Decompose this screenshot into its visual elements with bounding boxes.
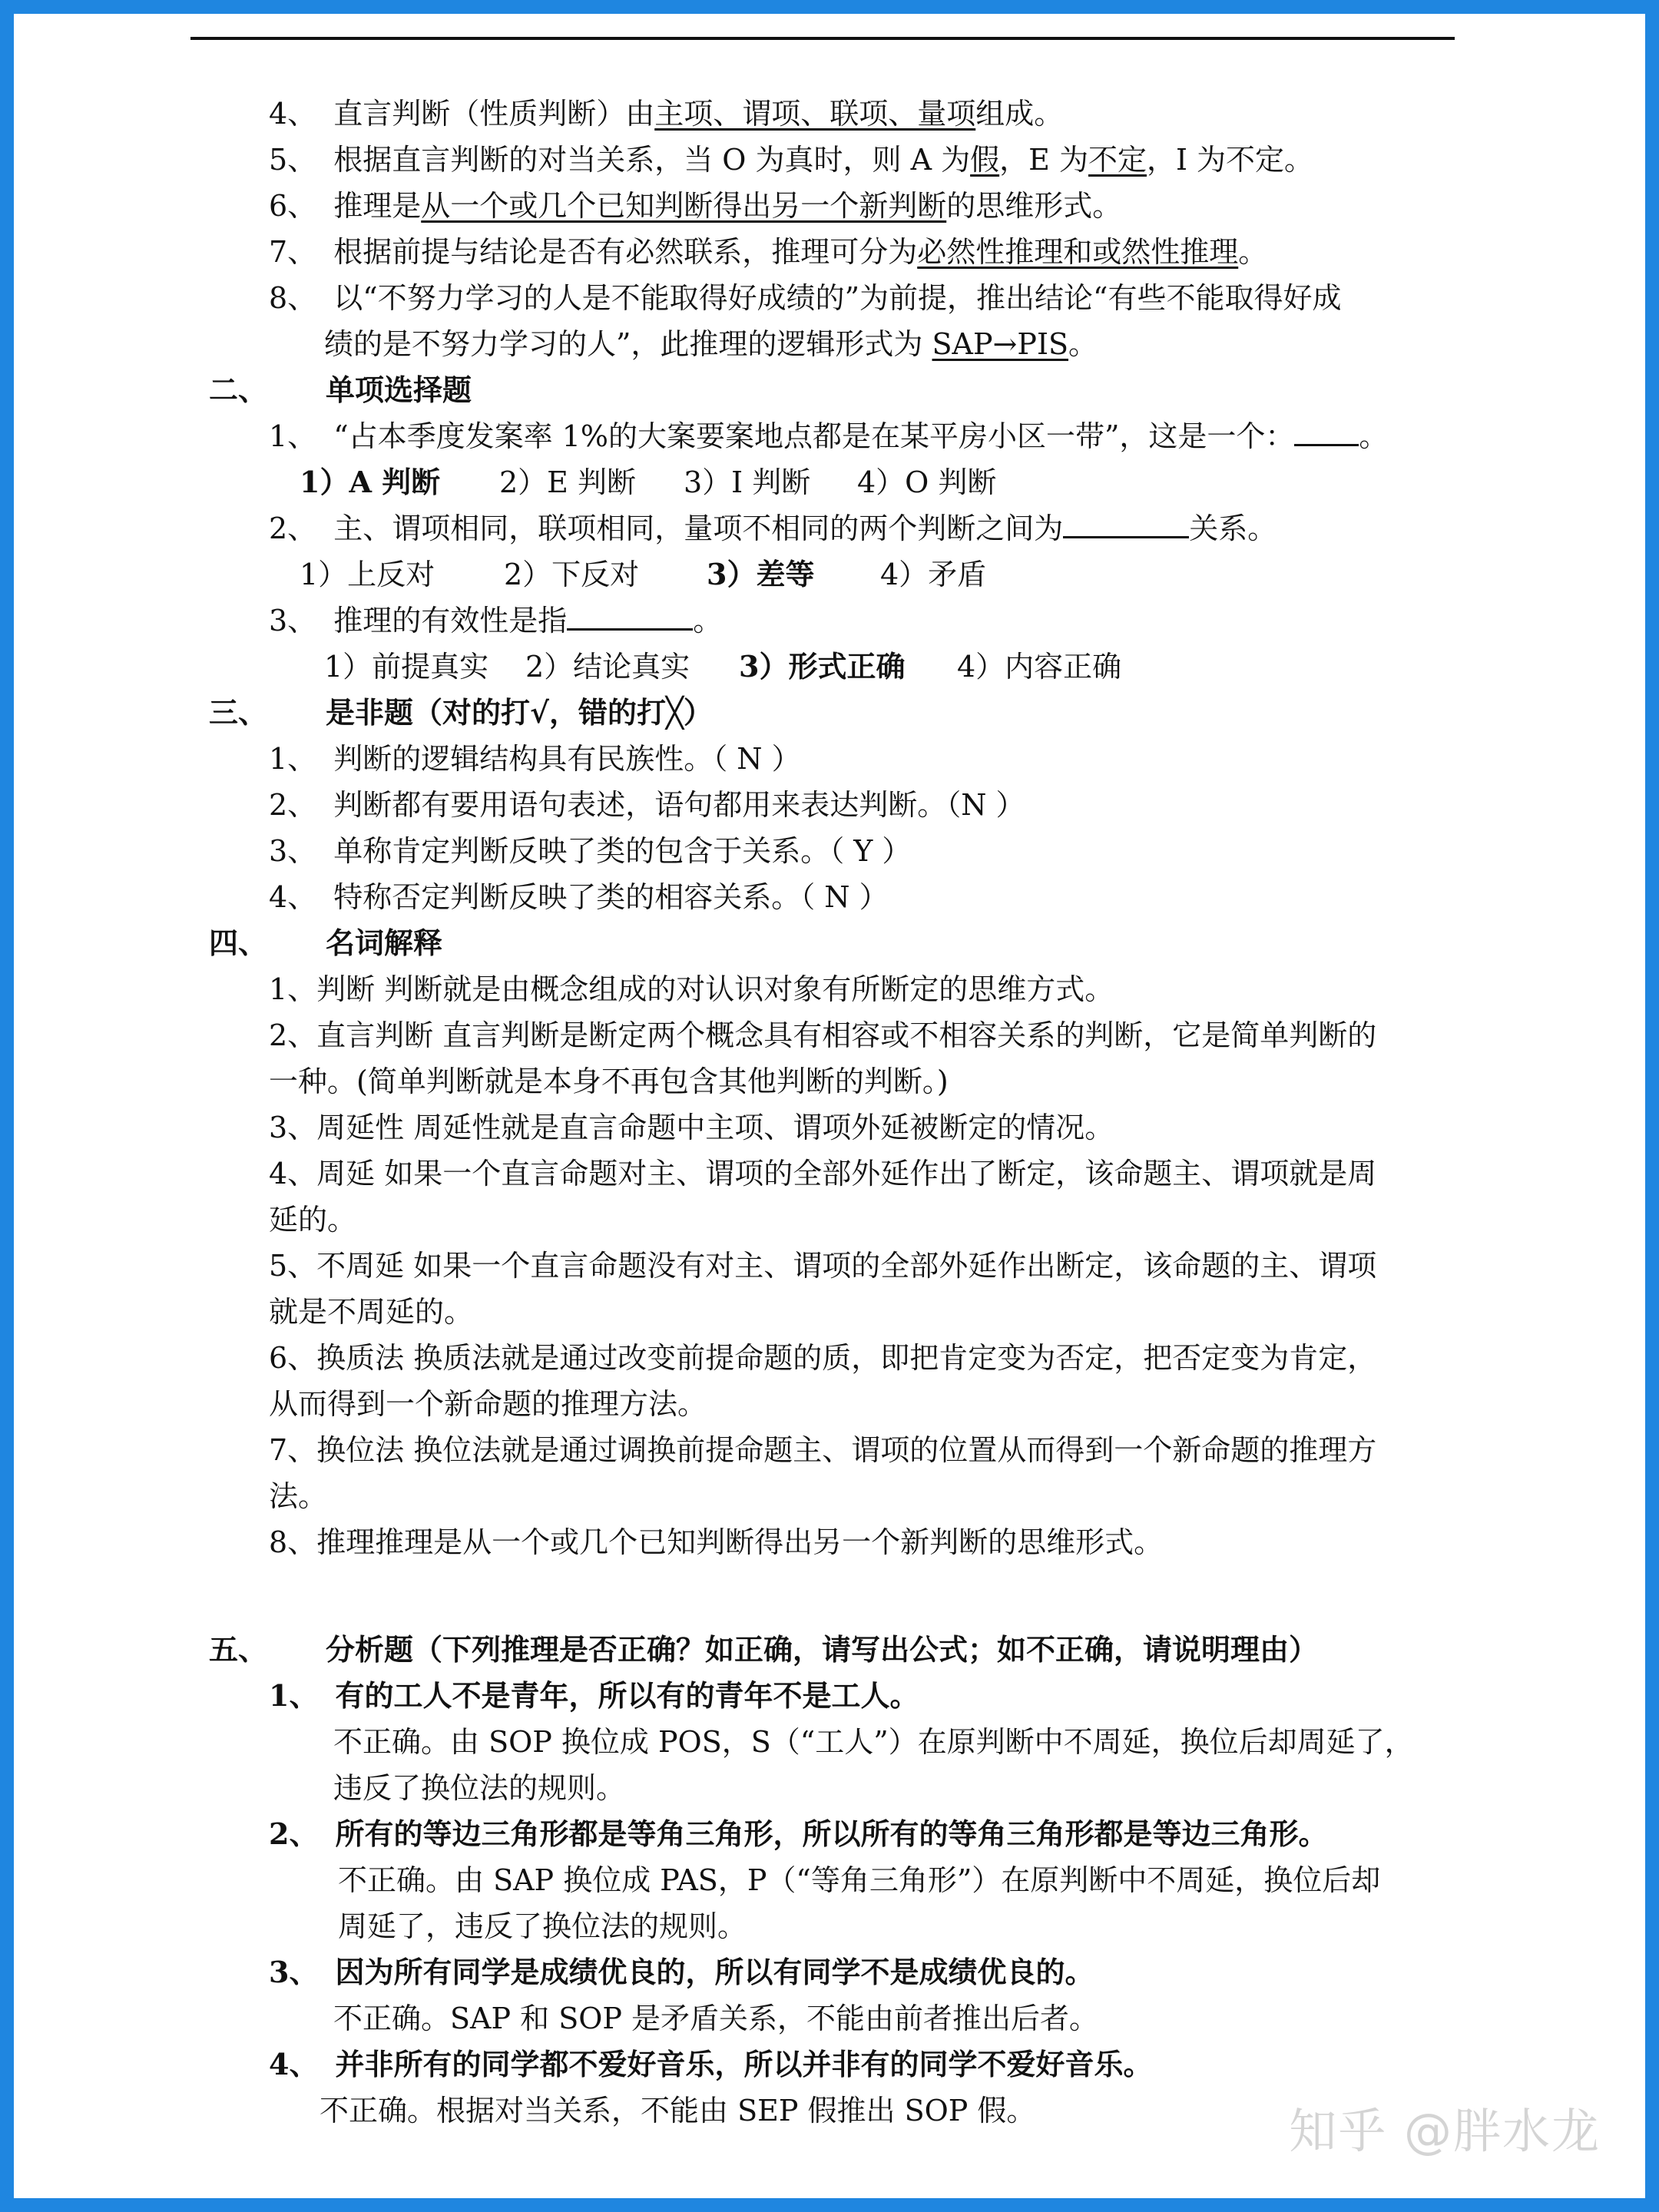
- analysis-answer: 不正确。由 SAP 换位成 PAS，P（“等角三角形”）在原判断中不周延，换位后却: [338, 1863, 1381, 1897]
- question-text: 因为所有同学是成绩优良的，所以有同学不是成绩优良的。: [335, 1955, 1094, 1989]
- text: 以“不努力学习的人是不能取得好成绩的”为前提，推出结论“有些不能取得好成: [333, 281, 1342, 315]
- section-number: 五、: [209, 1632, 268, 1667]
- fill-item: [269, 140, 1313, 180]
- choice-question: [269, 601, 722, 641]
- section-heading: [209, 693, 713, 733]
- text: 根据前提与结论是否有必然联系，推理可分为: [333, 235, 918, 269]
- definition-line: 8、推理推理是从一个或几个已知判断得出另一个新判断的思维形式。: [269, 1525, 1164, 1559]
- option: 4）O 判断: [857, 465, 997, 499]
- section-title: 单项选择题: [326, 373, 472, 407]
- choice-options: [300, 462, 996, 502]
- section-heading: [209, 1630, 1318, 1670]
- answer-underlined: 必然性推理和或然性推理: [917, 235, 1239, 269]
- text: “占本季度发案率 1%的大案要案地点都是在某平房小区一带”，这是一个：: [333, 419, 1295, 453]
- item-number: 4、: [269, 2047, 319, 2081]
- true-false-item: [269, 877, 889, 917]
- answer-blank: [567, 604, 693, 631]
- answer-underlined: 从一个或几个已知判断得出另一个新判断: [421, 189, 947, 223]
- definition-line: 5、不周延 如果一个直言命题没有对主、谓项的全部外延作出断定，该命题的主、谓项: [269, 1249, 1377, 1283]
- item-number: 2、: [269, 512, 317, 545]
- definition-line: 6、换质法 换质法就是通过改变前提命题的质，即把肯定变为否定，把否定变为肯定，: [269, 1341, 1377, 1375]
- option-correct: 3）差等: [707, 557, 815, 591]
- document-page: [14, 14, 1645, 2198]
- option: 1）上反对: [300, 558, 435, 591]
- text: 根据直言判断的对当关系，当 O 为真时，则 A 为: [333, 143, 971, 177]
- definition-line: 7、换位法 换位法就是通过调换前提命题主、谓项的位置从而得到一个新命题的推理方: [269, 1433, 1377, 1467]
- choice-question: [269, 416, 1388, 456]
- item-number: 1、: [269, 419, 317, 453]
- choice-options: [324, 647, 1121, 687]
- definition-line: 4、周延 如果一个直言命题对主、谓项的全部外延作出了断定，该命题主、谓项就是周: [269, 1157, 1377, 1190]
- definition-line: 法。: [269, 1479, 328, 1513]
- fill-item: [269, 278, 1341, 318]
- analysis-answer: 周延了，违反了换位法的规则。: [338, 1909, 747, 1943]
- text: 的思维形式。: [946, 189, 1122, 223]
- text: 判断的逻辑结构具有民族性。（ N ）: [333, 742, 801, 776]
- definition-line: 2、直言判断 直言判断是断定两个概念具有相容或不相容关系的判断，它是简单判断的: [269, 1018, 1377, 1052]
- analysis-question: [269, 1952, 1094, 1992]
- item-number: 4、: [269, 97, 317, 131]
- definition-line: 就是不周延的。: [269, 1295, 474, 1329]
- option-correct: 3）形式正确: [739, 649, 906, 684]
- answer-underlined: 主项、谓项、联项、量项: [654, 97, 976, 131]
- analysis-answer: 不正确。SAP 和 SOP 是矛盾关系，不能由前者推出后者。: [333, 2002, 1099, 2035]
- analysis-answer: 违反了换位法的规则。: [333, 1771, 626, 1805]
- option-correct: 1）A 判断: [300, 465, 441, 499]
- text: 推理的有效性是指: [333, 604, 568, 637]
- answer-blank: [1294, 419, 1359, 446]
- answer-underlined: SAP→PIS: [932, 327, 1069, 361]
- watermark-text: 知乎 @胖水龙: [1289, 2103, 1601, 2159]
- text: 。: [693, 604, 723, 637]
- option: 2）下反对: [504, 558, 640, 591]
- text: 。: [1068, 327, 1098, 361]
- question-text: 并非所有的同学都不爱好音乐，所以并非有的同学不爱好音乐。: [335, 2047, 1153, 2081]
- section-heading: [209, 370, 472, 410]
- analysis-question: [269, 2045, 1152, 2085]
- section-title: 分析题（下列推理是否正确？如正确，请写出公式；如不正确，请说明理由）: [326, 1632, 1319, 1667]
- section-title: 名词解释: [326, 926, 443, 960]
- definition-line: 一种。(简单判断就是本身不再包含其他判断的判断。): [269, 1065, 949, 1098]
- section-number: 二、: [209, 373, 268, 407]
- item-number: 3、: [269, 604, 317, 637]
- option: 2）结论真实: [525, 650, 690, 684]
- analysis-answer: 不正确。由 SOP 换位成 POS，S（“工人”）在原判断中不周延，换位后却周延了，: [333, 1725, 1414, 1759]
- definition-line: 从而得到一个新命题的推理方法。: [269, 1387, 707, 1421]
- option: 2）E 判断: [499, 465, 636, 499]
- true-false-item: [269, 785, 1025, 825]
- text: 关系。: [1189, 512, 1277, 545]
- item-number: 6、: [269, 189, 317, 223]
- fill-item: [269, 232, 1267, 272]
- text: ，I 为不定。: [1146, 143, 1314, 177]
- question-text: 所有的等边三角形都是等角三角形，所以所有的等角三角形都是等边三角形。: [335, 1816, 1328, 1851]
- analysis-answer: 不正确。根据对当关系，不能由 SEP 假推出 SOP 假。: [320, 2094, 1036, 2128]
- text: 直言判断（性质判断）由: [333, 97, 655, 131]
- fill-item: [269, 94, 1063, 134]
- definition-line: 延的。: [269, 1203, 357, 1237]
- text: 主、谓项相同，联项相同，量项不相同的两个判断之间为: [333, 512, 1064, 545]
- text: 组成。: [975, 97, 1064, 131]
- text: 。: [1359, 419, 1389, 453]
- item-number: 4、: [269, 880, 317, 914]
- top-rule: [190, 37, 1455, 40]
- option: 1）前提真实: [324, 650, 489, 684]
- item-number: 1、: [269, 1678, 319, 1713]
- text: 特称否定判断反映了类的相容关系。（ N ）: [333, 880, 889, 914]
- text: 判断都有要用语句表述，语句都用来表达判断。（N ）: [333, 788, 1025, 822]
- item-number: 3、: [269, 834, 317, 868]
- item-number: 5、: [269, 143, 317, 177]
- section-title: 是非题（对的打√，错的打╳）: [326, 695, 713, 730]
- text: 推理是: [333, 189, 422, 223]
- analysis-question: [269, 1814, 1327, 1854]
- fill-item-continuation: [324, 324, 1098, 364]
- option: 3）I 判断: [684, 465, 811, 499]
- item-number: 2、: [269, 1816, 319, 1851]
- section-number: 四、: [209, 926, 268, 960]
- definition-line: 1、判断 判断就是由概念组成的对认识对象有所断定的思维方式。: [269, 972, 1114, 1006]
- answer-underlined: 不定: [1088, 143, 1147, 177]
- section-number: 三、: [209, 695, 268, 730]
- text: ，E 为: [999, 143, 1088, 177]
- analysis-question: [269, 1676, 919, 1716]
- fill-item: [269, 186, 1121, 226]
- item-number: 1、: [269, 742, 317, 776]
- item-number: 3、: [269, 1955, 319, 1989]
- item-number: 2、: [269, 788, 317, 822]
- choice-options: [300, 555, 986, 594]
- item-number: 7、: [269, 235, 317, 269]
- answer-underlined: 假: [970, 143, 1000, 177]
- option: 4）矛盾: [880, 558, 987, 591]
- answer-blank: [1063, 512, 1189, 538]
- choice-question: [269, 508, 1277, 548]
- text: 单称肯定判断反映了类的包含于关系。（ Y ）: [333, 834, 912, 868]
- definition-line: 3、周延性 周延性就是直言命题中主项、谓项外延被断定的情况。: [269, 1111, 1114, 1144]
- text: 绩的是不努力学习的人”，此推理的逻辑形式为: [324, 327, 932, 361]
- true-false-item: [269, 739, 801, 779]
- section-heading: [209, 923, 442, 963]
- text: 。: [1238, 235, 1268, 269]
- item-number: 8、: [269, 281, 317, 315]
- option: 4）内容正确: [957, 650, 1122, 684]
- true-false-item: [269, 831, 911, 871]
- question-text: 有的工人不是青年，所以有的青年不是工人。: [335, 1678, 919, 1713]
